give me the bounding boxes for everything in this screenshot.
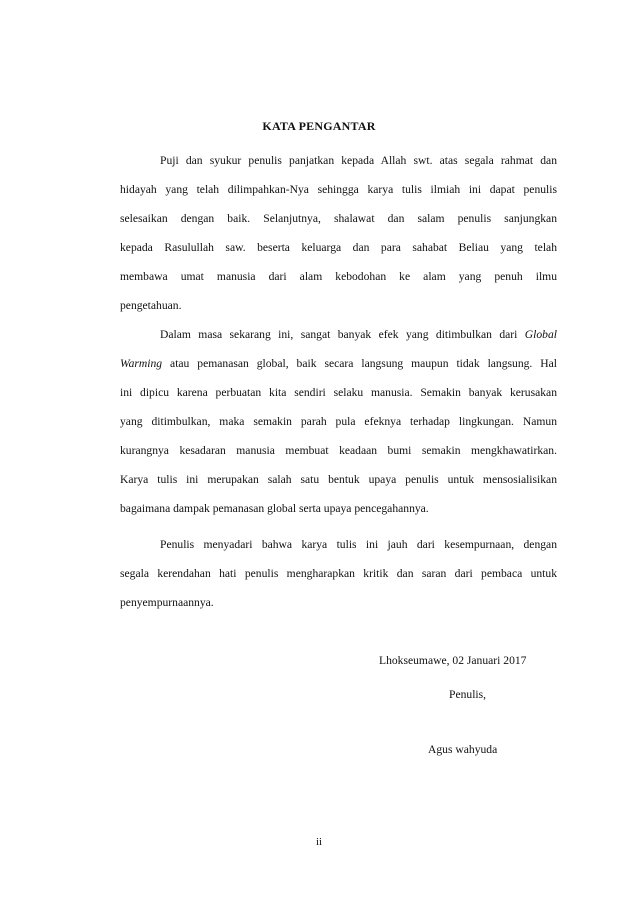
- place-date: Lhokseumawe, 02 Januari 2017: [379, 654, 527, 667]
- paragraph-1-line-5: membawa umat manusia dari alam kebodohan ke alam yang penuh ilmu: [120, 270, 557, 283]
- paragraph-2-line-6: Karya tulis ini merupakan salah satu bentuk upaya penulis untuk mensosialisikan: [120, 473, 557, 486]
- author-role: Penulis,: [449, 688, 487, 701]
- paragraph-2-line-1-text: Dalam masa sekarang ini, sangat banyak efek yang ditimbulkan dari: [160, 328, 518, 341]
- paragraph-2-line-2-text: atau pemanasan global, baik secara langsung maupun tidak langsung. Hal: [170, 357, 558, 370]
- paragraph-3-line-2: segala kerendahan hati penulis mengharapkan kritik dan saran dari pembaca untuk: [120, 567, 557, 580]
- paragraph-1-line-1: Puji dan syukur penulis panjatkan kepada Allah swt. atas segala rahmat dan: [160, 154, 557, 167]
- page-title: KATA PENGANTAR: [262, 119, 376, 133]
- warming-term: Warming: [120, 357, 163, 370]
- author-name: Agus wahyuda: [428, 743, 498, 756]
- paragraph-2-line-4: yang ditimbulkan, maka semakin parah pula efeknya terhadap lingkungan. Namun: [120, 415, 557, 428]
- paragraph-3-line-3: penyempurnaannya.: [120, 596, 214, 609]
- paragraph-2-line-3: ini dipicu karena perbuatan kita sendiri selaku manusia. Semakin banyak kerusakan: [120, 386, 557, 399]
- page-number: ii: [315, 836, 323, 848]
- paragraph-1-line-3: selesaikan dengan baik. Selanjutnya, shalawat dan salam penulis sanjungkan: [120, 212, 557, 225]
- paragraph-3-line-1: Penulis menyadari bahwa karya tulis ini jauh dari kesempurnaan, dengan: [160, 538, 557, 551]
- paragraph-2-line-1: [160, 328, 557, 342]
- global-term: Global: [524, 328, 557, 341]
- paragraph-2-line-7: bagaimana dampak pemanasan global serta upaya pencegahannya.: [120, 502, 429, 515]
- paragraph-2-line-5: kurangnya kesadaran manusia membuat keadaan bumi semakin mengkhawatirkan.: [120, 444, 557, 457]
- paragraph-1-line-6: pengetahuan.: [120, 299, 182, 312]
- paragraph-1-line-2: hidayah yang telah dilimpahkan-Nya sehingga karya tulis ilmiah ini dapat penulis: [120, 183, 557, 196]
- paragraph-1-line-4: kepada Rasulullah saw. beserta keluarga dan para sahabat Beliau yang telah: [120, 241, 557, 254]
- paragraph-2-line-2: [120, 357, 557, 371]
